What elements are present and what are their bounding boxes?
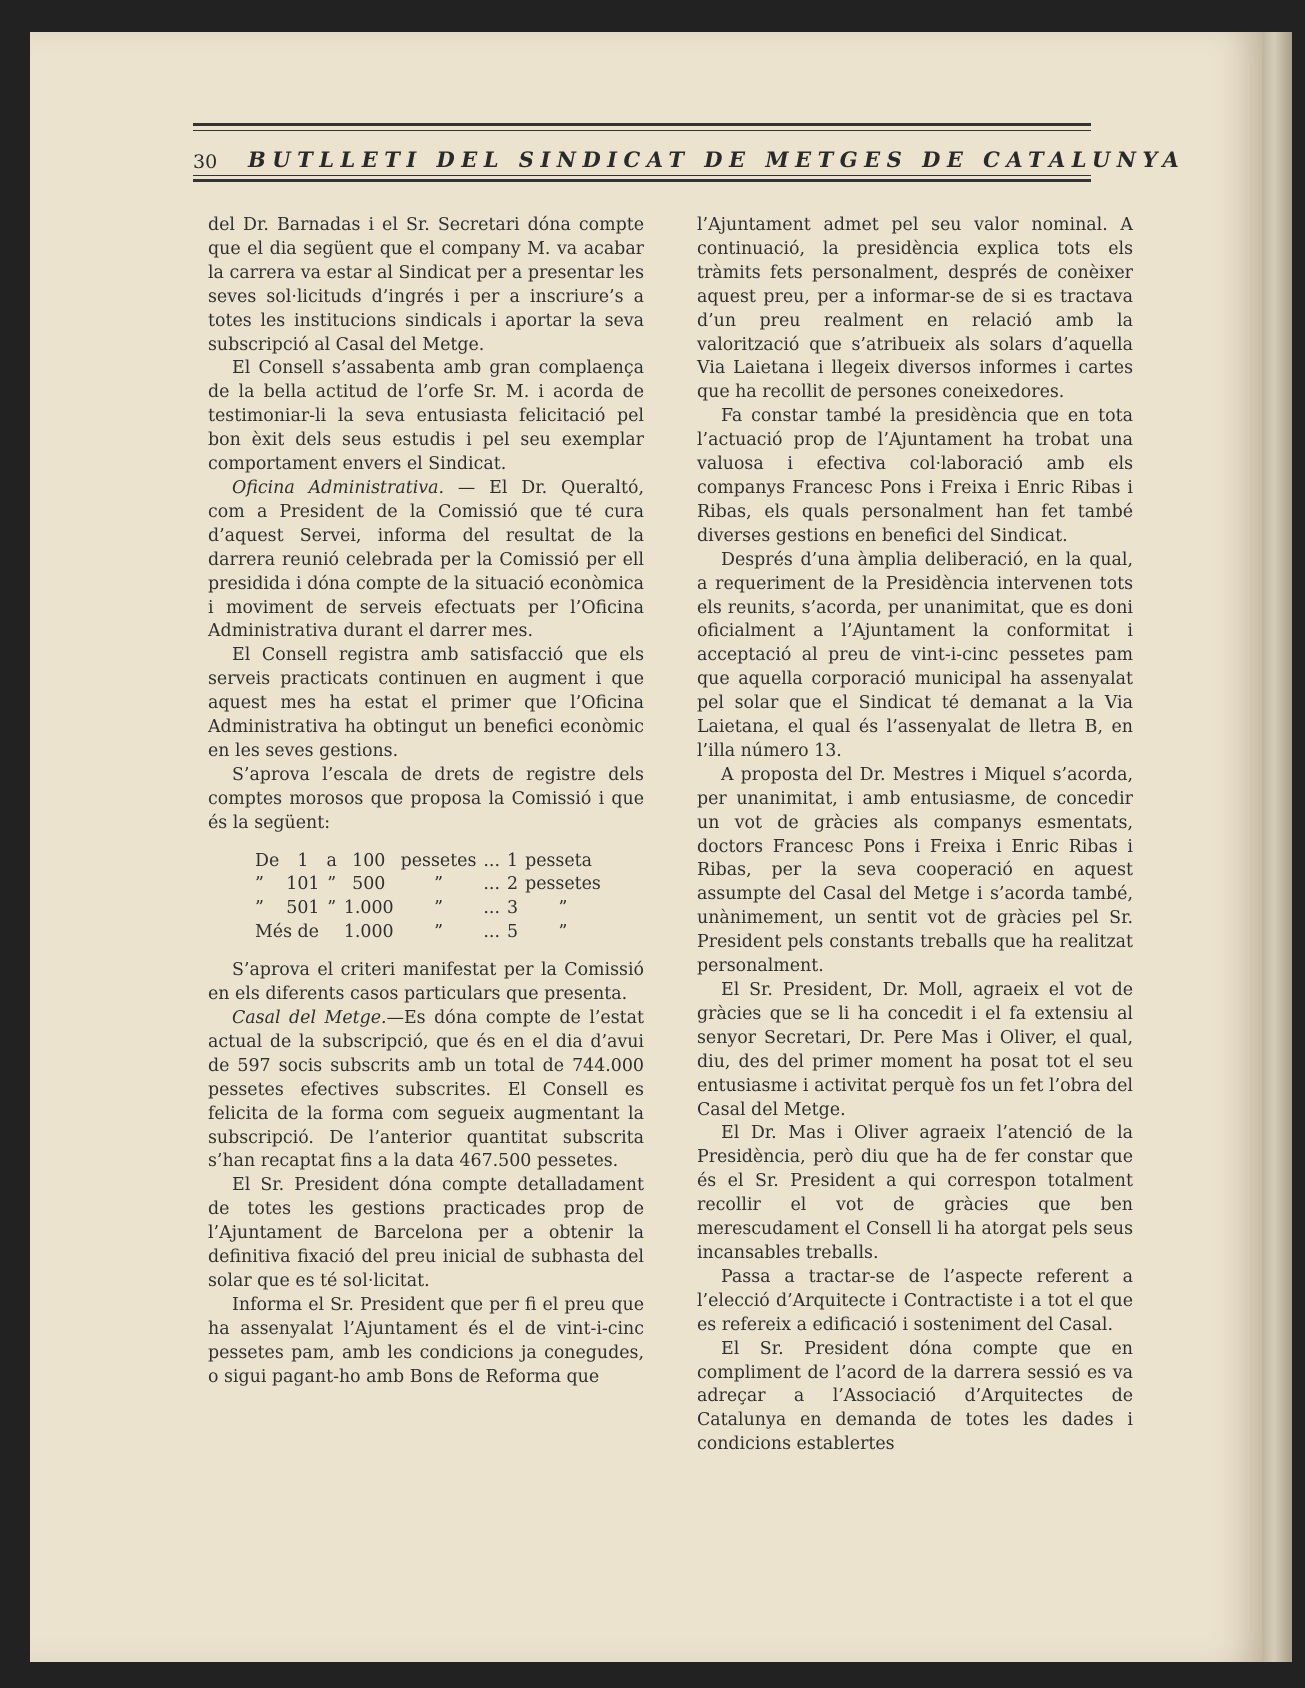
table-cell: 3 [507, 898, 519, 919]
table-cell: 501 [286, 898, 320, 919]
table-cell: ” [434, 922, 443, 943]
section-heading: Oficina Administrativa. [232, 477, 444, 498]
table-cell: 2 [507, 874, 519, 895]
header-bottom-rule-thin [193, 175, 1091, 176]
table-cell: 100 [352, 850, 386, 871]
table-cell: 1 [297, 850, 309, 871]
running-head [193, 123, 1186, 185]
table-cell: ” [434, 898, 443, 919]
paragraph: A proposta del Dr. Mestres i Miquel s’acorda, per unanimitat, i amb entusiasme, de concedir un vot de gràcies als companys esmentats, doctors Francesc Pons i Freixa i Enric Ribas i Ribas, per la seva cooperació en aquest assumpte del Casal del Metge i s’acorda també, unànimement, un sentit vot de gràcies pel Sr. President pels constants treballs que ha realitzat personalment. [697, 764, 1133, 977]
table-cell: 5 [507, 922, 519, 943]
paragraph: del Dr. Barnadas i el Sr. Secretari dóna compte que el dia següent que el company M. va acabar la carrera va estar al Sindicat per a presentar les seves sol·licituds d’ingrés i per a inscriure’s a totes les institucions sindicals i aportar la seva subscripció al Casal del Metge. [208, 215, 644, 355]
table-cell: 101 [286, 874, 320, 895]
table-cell: ” [255, 898, 264, 919]
paragraph: Fa constar també la presidència que en tota l’actuació prop de l’Ajuntament ha trobat una valuosa i efectiva col·laboració amb els companys Francesc Pons i Freixa i Enric Ribas i Ribas, els quals personalment han fet també diverses gestions en benefici del Sindicat. [697, 406, 1133, 546]
table-cell: 1.000 [343, 898, 394, 919]
fee-scale-table [255, 850, 608, 946]
table-cell: ” [255, 874, 264, 895]
table-cell: ... [483, 922, 500, 943]
header-top-rule-thin [193, 130, 1091, 131]
table-cell: ... [483, 874, 500, 895]
left-column [208, 214, 644, 1390]
paragraph: l’Ajuntament admet pel seu valor nominal. A continuació, la presidència explica tots els tràmits fets personalment, després de conèixer aquest preu, per a informar-se de si es tractava d’un preu realment en relació amb la valorització que s’atribueix als solars d’aquella Via Laietana i llegeix diversos informes i cartes que ha recollit de persones coneixedores. [697, 215, 1133, 403]
table-cell: 500 [352, 874, 386, 895]
table-cell: 1.000 [343, 922, 394, 943]
table-cell: pessetes [400, 850, 477, 871]
table-cell: a [326, 850, 337, 871]
page-spine-edge [1262, 32, 1292, 1662]
section-heading: Casal del Metge. [232, 1008, 387, 1028]
table-row [255, 873, 608, 897]
paragraph-text: — El Dr. Queraltó, com a President de la Comissió que té cura d’aquest Servei, informa del resultat de la darrera reunió celebrada per la Comissió per ell presidida i dóna compte de la situació econòmica i moviment de serveis efectuats per l’Oficina Administrativa durant el darrer mes. [208, 477, 644, 642]
paragraph [208, 477, 644, 644]
paragraph: S’aprova el criteri manifestat per la Comissió en els diferents casos particulars que presenta. [208, 960, 644, 1005]
paragraph: Informa el Sr. President que per fi el preu que ha assenyalat l’Ajuntament és el de vint-i-cinc pessetes pam, amb les condicions ja conegudes, o sigui pagant-ho amb Bons de Reforma que [208, 1294, 644, 1387]
table-cell: ... [483, 898, 500, 919]
table-cell: ” [434, 874, 443, 895]
table-cell: ” [558, 898, 568, 919]
paragraph: Passa a tractar-se de l’aspecte referent a l’elecció d’Arquitecte i Contractiste i a tot el que es refereix a edificació i sosteniment del Casal. [697, 1266, 1133, 1335]
table-row [255, 897, 608, 921]
table-cell: ” [558, 922, 568, 943]
table-cell: pesseta [525, 850, 592, 871]
table-cell: pessetes [525, 874, 601, 895]
table-cell: ... [483, 850, 500, 871]
table-row [255, 921, 608, 945]
journal-title: BUTLLETI DEL SINDICAT DE METGES DE CATALUNYA [248, 147, 1186, 172]
paragraph-text: —Es dóna compte de l’estat actual de la subscripció, que és en el dia d’avui de 597 socis subscrits amb un total de 744.000 pessetes efectives subscrites. El Consell es felicita de la forma com segueix augmentant la subscripció. De l’anterior quantitat subscrita s’han recaptat fins a la data 467.500 pessetes. [208, 1008, 644, 1172]
right-column [697, 214, 1133, 1457]
paragraph: El Sr. President dóna compte que en compliment de l’acord de la darrera sessió es va adreçar a l’Associació d’Arquitectes de Catalunya en demanda de totes les dades i condicions establertes [697, 1338, 1133, 1455]
paragraph: El Dr. Mas i Oliver agraeix l’atenció de la Presidència, però diu que ha de fer constar que és el Sr. President a qui correspon totalment recollir el vot de gràcies que ben merescudament el Consell li ha atorgat pels seus incansables treballs. [697, 1123, 1133, 1263]
paragraph [208, 1007, 644, 1174]
table-cell: De [255, 850, 280, 871]
paragraph: El Sr. President, Dr. Moll, agraeix el vot de gràcies que se li ha concedit i el fa extensiu al senyor Secretari, Dr. Pere Mas i Oliver, el qual, diu, des del primer moment ha posat tot el seu entusiasme i activitat perquè fos un fet l’obra del Casal del Metge. [697, 980, 1133, 1120]
header-top-rule [193, 123, 1091, 126]
paragraph: Després d’una àmplia deliberació, en la qual, a requeriment de la Presidència intervenen tots els reunits, s’acorda, per unanimitat, que es doni oficialment a l’Ajuntament la conformitat i acceptació al preu de vint-i-cinc pessetes pam que aquella corporació municipal ha assenyalat pel solar que el Sindicat té demanat a la Via Laietana, el qual és l’assenyalat de lletra B, en l’illa número 13. [697, 549, 1133, 761]
table-cell: ” [327, 898, 337, 919]
paragraph: El Sr. President dóna compte detalladament de totes les gestions practicades prop de l’Ajuntament de Barcelona per a obtenir la definitiva fixació del preu inicial de subhasta del solar que es té sol·licitat. [208, 1175, 644, 1291]
table-row [255, 850, 608, 874]
paragraph: El Consell s’assabenta amb gran complaença de la bella actitud de l’orfe Sr. M. i acorda de testimoniar-li la seva entusiasta felicitació pel bon èxit dels seus estudis i pel seu exemplar comportament envers el Sindicat. [208, 358, 644, 475]
page-number: 30 [193, 151, 218, 173]
table-cell: Més de [255, 922, 319, 943]
table-cell: ” [327, 874, 337, 895]
header-bottom-rule [193, 179, 1091, 182]
table-cell: 1 [507, 850, 519, 871]
paragraph: El Consell registra amb satisfacció que els serveis practicats continuen en augment i que aquest mes ha estat el primer que l’Oficina Administrativa ha obtingut un benefici econòmic en les seves gestions. [208, 645, 644, 761]
paragraph: S’aprova l’escala de drets de registre dels comptes morosos que proposa la Comissió i que és la següent: [208, 764, 644, 833]
